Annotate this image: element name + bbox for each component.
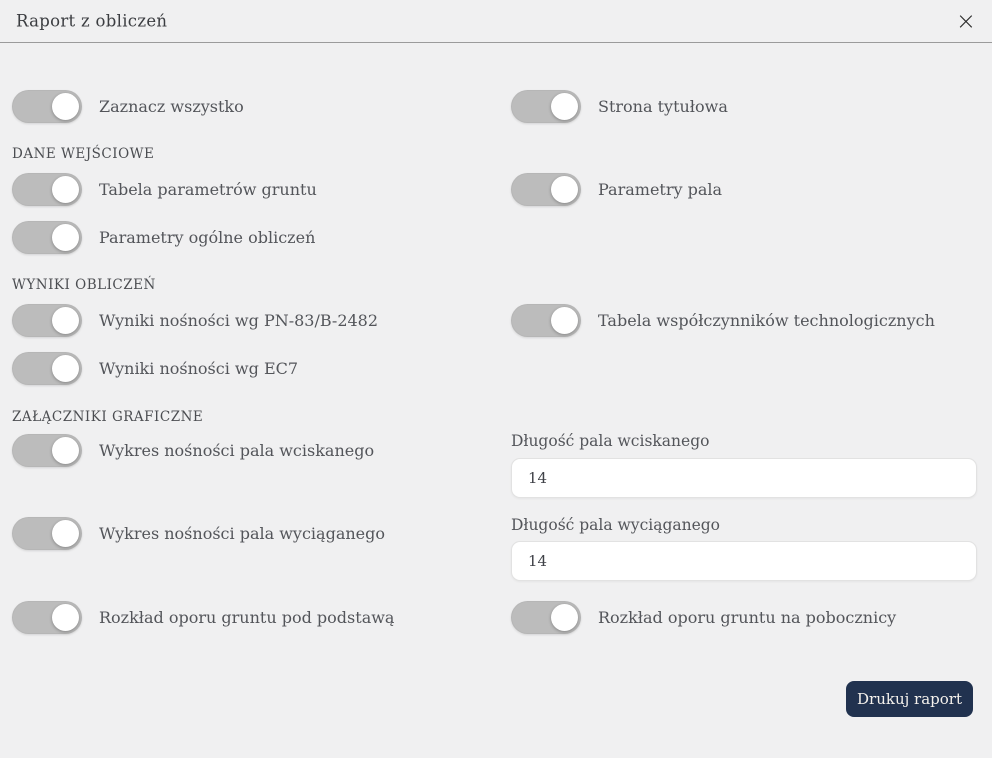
- chart-tension-pile-toggle[interactable]: [12, 517, 82, 550]
- toggle-row-shaft-resistance: [511, 601, 896, 634]
- shaft-resistance-toggle[interactable]: [511, 601, 581, 634]
- dialog-title: Raport z obliczeń: [16, 11, 168, 31]
- toggle-row-select-all: [12, 90, 244, 123]
- chart-compressed-pile-toggle[interactable]: [12, 434, 82, 467]
- compressed-pile-length-input[interactable]: [511, 458, 977, 498]
- section-header-graphic-attachments: ZAŁĄCZNIKI GRAFICZNE: [12, 409, 204, 425]
- soil-params-table-toggle[interactable]: [12, 173, 82, 206]
- toggle-row-results-ec7: [12, 352, 298, 385]
- section-header-input-data: DANE WEJŚCIOWE: [12, 146, 155, 162]
- tech-coeffs-table-toggle[interactable]: [511, 304, 581, 337]
- toggle-knob: [551, 604, 578, 631]
- chart-compressed-pile-label: Wykres nośności pala wciskanego: [99, 441, 375, 460]
- toggle-row-title-page: [511, 90, 728, 123]
- toggle-knob: [52, 93, 79, 120]
- close-icon[interactable]: ×: [955, 7, 976, 35]
- base-resistance-toggle[interactable]: [12, 601, 82, 634]
- toggle-knob: [52, 307, 79, 334]
- toggle-row-soil-params-table: [12, 173, 317, 206]
- title-page-toggle[interactable]: [511, 90, 581, 123]
- toggle-knob: [52, 176, 79, 203]
- toggle-row-results-pn: [12, 304, 378, 337]
- toggle-row-pile-params: [511, 173, 722, 206]
- general-calc-params-toggle[interactable]: [12, 221, 82, 254]
- soil-params-table-label: Tabela parametrów gruntu: [99, 180, 317, 199]
- general-calc-params-label: Parametry ogólne obliczeń: [99, 228, 316, 247]
- toggle-row-tech-coeffs-table: [511, 304, 935, 337]
- toggle-knob: [52, 224, 79, 251]
- results-ec7-label: Wyniki nośności wg EC7: [99, 359, 299, 378]
- select-all-label: Zaznacz wszystko: [99, 97, 244, 116]
- dialog-header: [0, 0, 992, 43]
- toggle-knob: [551, 307, 578, 334]
- pile-params-label: Parametry pala: [598, 180, 723, 199]
- tension-pile-length-label: Długość pala wyciąganego: [511, 516, 721, 534]
- toggle-row-base-resistance: [12, 601, 394, 634]
- toggle-knob: [52, 520, 79, 547]
- toggle-knob: [52, 355, 79, 382]
- toggle-row-chart-tension-pile: [12, 517, 385, 550]
- results-pn-label: Wyniki nośności wg PN-83/B-2482: [99, 311, 379, 330]
- print-report-button[interactable]: Drukuj raport: [846, 681, 973, 717]
- section-header-results: WYNIKI OBLICZEŃ: [12, 277, 156, 293]
- toggle-row-chart-compressed-pile: [12, 434, 374, 467]
- compressed-pile-length-label: Długość pala wciskanego: [511, 432, 710, 450]
- toggle-knob: [551, 176, 578, 203]
- pile-params-toggle[interactable]: [511, 173, 581, 206]
- chart-tension-pile-label: Wykres nośności pala wyciąganego: [99, 524, 386, 543]
- results-ec7-toggle[interactable]: [12, 352, 82, 385]
- toggle-knob: [52, 604, 79, 631]
- results-pn-toggle[interactable]: [12, 304, 82, 337]
- tech-coeffs-table-label: Tabela współczynników technologicznych: [598, 311, 935, 330]
- base-resistance-label: Rozkład oporu gruntu pod podstawą: [99, 608, 395, 627]
- title-page-label: Strona tytułowa: [598, 97, 728, 116]
- toggle-knob: [551, 93, 578, 120]
- select-all-toggle[interactable]: [12, 90, 82, 123]
- toggle-row-general-calc-params: [12, 221, 315, 254]
- tension-pile-length-input[interactable]: [511, 541, 977, 581]
- toggle-knob: [52, 437, 79, 464]
- shaft-resistance-label: Rozkład oporu gruntu na pobocznicy: [598, 608, 897, 627]
